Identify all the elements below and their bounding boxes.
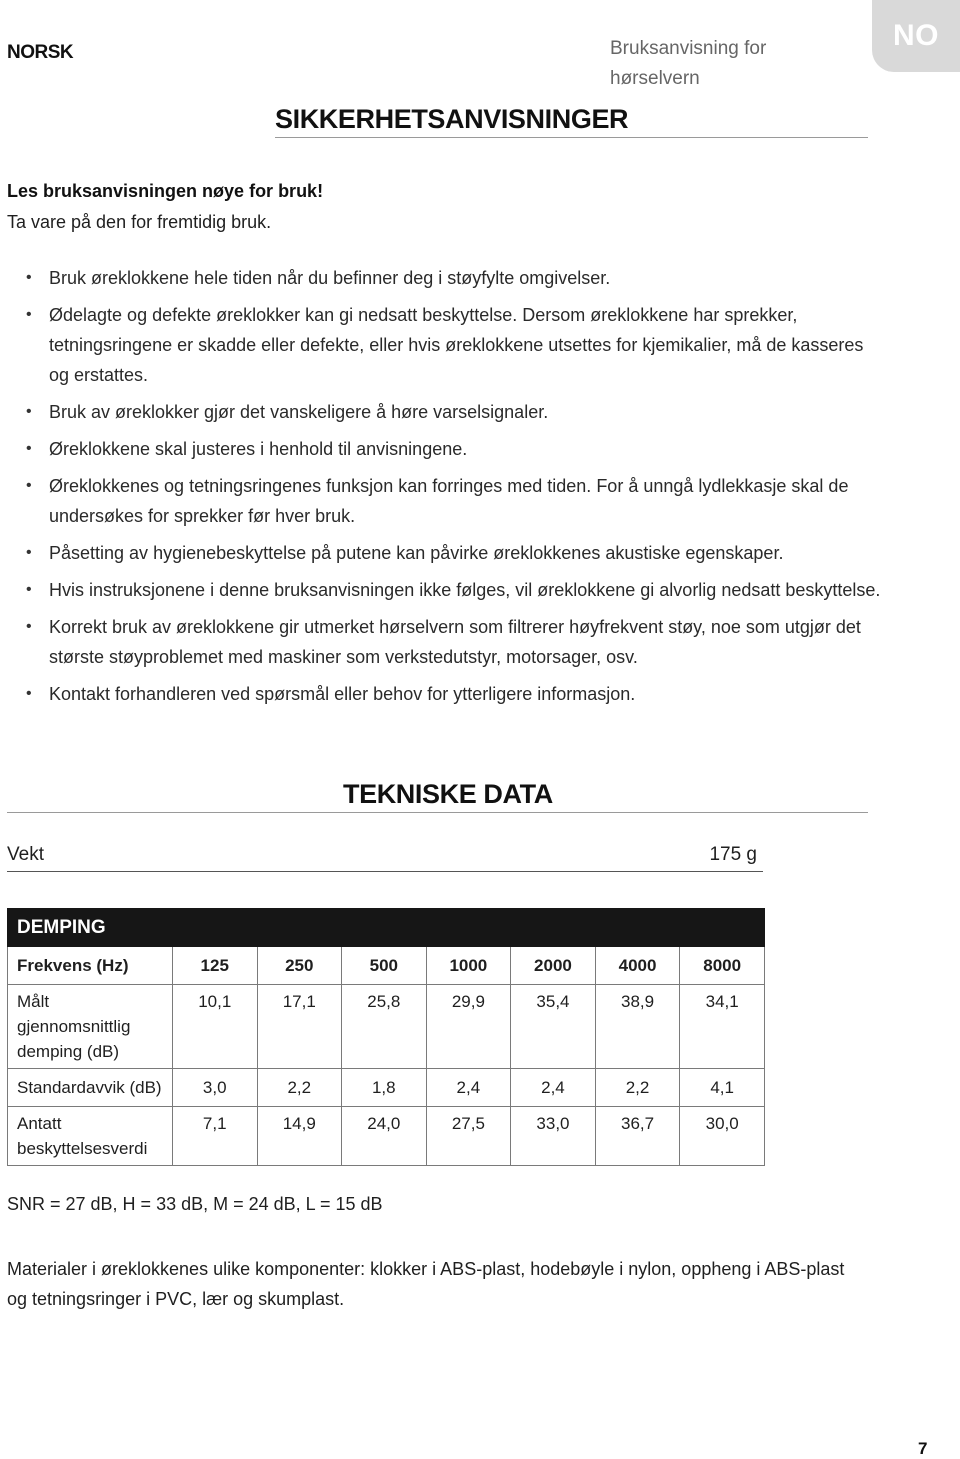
- frequency-cell: 500: [342, 947, 427, 985]
- bullet-icon: •: [26, 581, 32, 598]
- materials-text: Materialer i øreklokkenes ulike komponenter: klokker i ABS-plast, hodebøyle i nylon, oppheng i ABS-plast og tetningsringer i PVC, lær og skumplast.: [7, 1259, 845, 1309]
- bullet-text: Øreklokkene skal justeres i henhold til anvisningene.: [49, 439, 468, 459]
- table-row: [8, 1107, 765, 1166]
- frequency-cell: 125: [172, 947, 257, 985]
- frequency-header-label: Frekvens (Hz): [8, 947, 173, 985]
- table-cell: 14,9: [257, 1107, 342, 1166]
- table-cell: 36,7: [595, 1107, 680, 1166]
- language-tab-label: NO: [893, 19, 939, 52]
- table-cell: 4,1: [680, 1069, 765, 1107]
- table-cell: 30,0: [680, 1107, 765, 1166]
- table-cell: 27,5: [426, 1107, 511, 1166]
- bullet-text: Ødelagte og defekte øreklokker kan gi nedsatt beskyttelse. Dersom øreklokkene har sprekker, tetningsringene er skadde eller defekte, eller hvis øreklokkene utsettes for kjemikalier, må de kasseres og erstattes.: [49, 305, 864, 385]
- document-title: Bruksanvisning for hørselvern: [610, 38, 767, 89]
- intro-warning: Les bruksanvisningen nøye for bruk!: [7, 181, 324, 201]
- table-cell: 34,1: [680, 985, 765, 1069]
- language-tab: [872, 0, 960, 72]
- bullet-text: Påsetting av hygienebeskyttelse på putene kan påvirke øreklokkenes akustiske egenskaper.: [49, 543, 784, 563]
- tech-heading-rule: [7, 812, 868, 813]
- row-label: Antatt beskyttelsesverdi: [8, 1107, 173, 1166]
- table-cell: 24,0: [342, 1107, 427, 1166]
- bullet-icon: •: [26, 269, 32, 286]
- table-cell: 3,0: [172, 1069, 257, 1107]
- page-number: 7: [918, 1439, 928, 1458]
- table-cell: 2,4: [426, 1069, 511, 1107]
- frequency-cell: 1000: [426, 947, 511, 985]
- list-item: [26, 612, 886, 672]
- bullet-icon: •: [26, 306, 32, 323]
- safety-heading: SIKKERHETSANVISNINGER: [275, 104, 629, 134]
- list-item: [26, 471, 886, 531]
- safety-intro: [7, 176, 323, 238]
- bullet-text: Bruk av øreklokker gjør det vanskeligere å høre varselsignaler.: [49, 402, 549, 422]
- bullet-icon: •: [26, 685, 32, 702]
- table-cell: 7,1: [172, 1107, 257, 1166]
- table-cell: 2,2: [595, 1069, 680, 1107]
- list-item: [26, 397, 886, 427]
- weight-value: 175 g: [709, 844, 757, 865]
- frequency-cell: 2000: [511, 947, 596, 985]
- frequency-header-row: [8, 947, 765, 985]
- table-cell: 33,0: [511, 1107, 596, 1166]
- language-label: NORSK: [7, 42, 74, 63]
- weight-label: Vekt: [7, 844, 44, 865]
- bullet-icon: •: [26, 477, 32, 494]
- table-cell: 29,9: [426, 985, 511, 1069]
- table-cell: 17,1: [257, 985, 342, 1069]
- bullet-text: Bruk øreklokkene hele tiden når du befinner deg i støyfylte omgivelser.: [49, 268, 611, 288]
- bullet-icon: •: [26, 440, 32, 457]
- bullet-text: Korrekt bruk av øreklokkene gir utmerket hørselvern som filtrerer høyfrekvent støy, noe som utgjør det største støyproblemet med maskiner som verkstedutstyr, motorsager, osv.: [49, 617, 861, 667]
- list-item: [26, 538, 886, 568]
- safety-bullet-list: [26, 263, 886, 716]
- frequency-cell: 250: [257, 947, 342, 985]
- intro-note: Ta vare på den for fremtidig bruk.: [7, 212, 272, 232]
- tech-data-heading: TEKNISKE DATA: [343, 779, 553, 809]
- bullet-icon: •: [26, 544, 32, 561]
- weight-row: [7, 841, 763, 872]
- table-cell: 2,4: [511, 1069, 596, 1107]
- safety-heading-rule: [275, 137, 868, 138]
- table-row: [8, 1069, 765, 1107]
- table-cell: 1,8: [342, 1069, 427, 1107]
- table-cell: 2,2: [257, 1069, 342, 1107]
- list-item: [26, 434, 886, 464]
- row-label: Standardavvik (dB): [8, 1069, 173, 1107]
- snr-line: SNR = 27 dB, H = 33 dB, M = 24 dB, L = 15 dB: [7, 1194, 383, 1214]
- list-item: [26, 575, 886, 605]
- bullet-text: Øreklokkenes og tetningsringenes funksjon kan forringes med tiden. For å unngå lydlekkasje skal de undersøkes for sprekker før hver bruk.: [49, 476, 849, 526]
- table-row: [8, 985, 765, 1069]
- frequency-cell: 4000: [595, 947, 680, 985]
- table-cell: 25,8: [342, 985, 427, 1069]
- bullet-icon: •: [26, 403, 32, 420]
- table-cell: 38,9: [595, 985, 680, 1069]
- damping-table: [7, 908, 765, 1166]
- damping-table-title: DEMPING: [8, 909, 765, 947]
- table-cell: 35,4: [511, 985, 596, 1069]
- frequency-cell: 8000: [680, 947, 765, 985]
- list-item: [26, 263, 886, 293]
- table-cell: 10,1: [172, 985, 257, 1069]
- bullet-text: Hvis instruksjonene i denne bruksanvisningen ikke følges, vil øreklokkene gi alvorlig nedsatt beskyttelse.: [49, 580, 881, 600]
- row-label: Målt gjennomsnittlig demping (dB): [8, 985, 173, 1069]
- bullet-icon: •: [26, 618, 32, 635]
- bullet-text: Kontakt forhandleren ved spørsmål eller behov for ytterligere informasjon.: [49, 684, 636, 704]
- list-item: [26, 300, 886, 390]
- list-item: [26, 679, 886, 709]
